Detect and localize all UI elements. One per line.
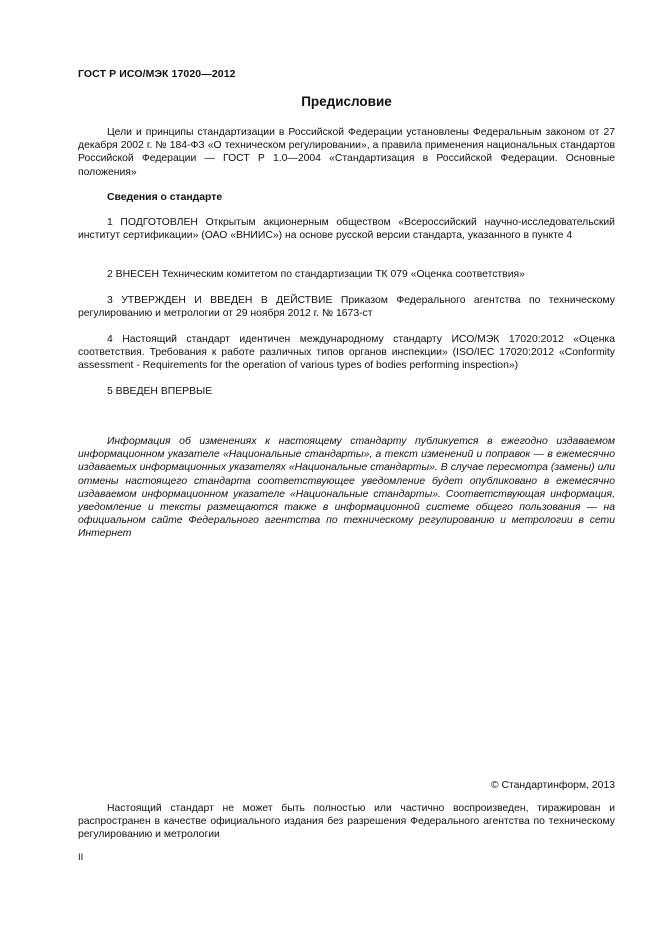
standard-info-heading: Сведения о стандарте bbox=[107, 192, 223, 203]
copyright-line: © Стандартинформ, 2013 bbox=[490, 780, 615, 791]
intro-paragraph: Цели и принципы стандартизации в Российской Федерации установлены Федеральным законом от 27 декабря 2002 г. № 184-ФЗ «О техническом регулировании», а правила применения национальных стандартов Российской Федерации — ГОСТ Р 1.0—2004 «Стандартизация в Российской Федерации. Основные положения» bbox=[78, 127, 615, 178]
document-code-header: ГОСТ Р ИСО/МЭК 17020—2012 bbox=[78, 68, 236, 80]
page-number: II bbox=[78, 852, 84, 863]
amendments-notice: Информация об изменениях к настоящему стандарту публикуется в ежегодно издаваемом информационном указателе «Национальные стандарты», а текст изменений и поправок — в ежемесячно издаваемых информационных указателях «Национальные стандарты». В случае пересмотра (замены) или отмены настоящего стандарта соответствующее уведомление будет опубликовано в ежемесячно издаваемом информационном указателе «Национальные стандарты». Соответствующая информация, уведомление и тексты размещаются также в информационной системе общего пользования — на официальном сайте Федерального агентства по техническому регулированию и метрологии в сети Интернет bbox=[78, 436, 615, 540]
page-title: Предисловие bbox=[301, 94, 392, 109]
reproduction-rights-paragraph: Настоящий стандарт не может быть полностью или частично воспроизведен, тиражирован и распространен в качестве официального издания без разрешения Федерального агентства по техническому регулированию и метрологии bbox=[78, 803, 615, 841]
info-item-4: 4 Настоящий стандарт идентичен международному стандарту ИСО/МЭК 17020:2012 «Оценка соответствия. Требования к работе различных типов органов инспекции» (ISO/IEC 17020:2012 «Conformity assessment - Requirements for the operation of various types of bodies performing inspection») bbox=[78, 334, 615, 372]
info-item-3: 3 УТВЕРЖДЕН И ВВЕДЕН В ДЕЙСТВИЕ Приказом Федерального агентства по техническому регулированию и метрологии от 29 ноября 2012 г. № 1673-ст bbox=[78, 295, 615, 320]
info-item-1: 1 ПОДГОТОВЛЕН Открытым акционерным обществом «Всероссийский научно-исследовательский институт сертификации» (ОАО «ВНИИС») на основе русской версии стандарта, указанного в пункте 4 bbox=[78, 217, 615, 242]
info-item-5: 5 ВВЕДЕН ВПЕРВЫЕ bbox=[107, 386, 213, 397]
info-item-2: 2 ВНЕСЕН Техническим комитетом по стандартизации ТК 079 «Оценка соответствия» bbox=[107, 269, 525, 280]
